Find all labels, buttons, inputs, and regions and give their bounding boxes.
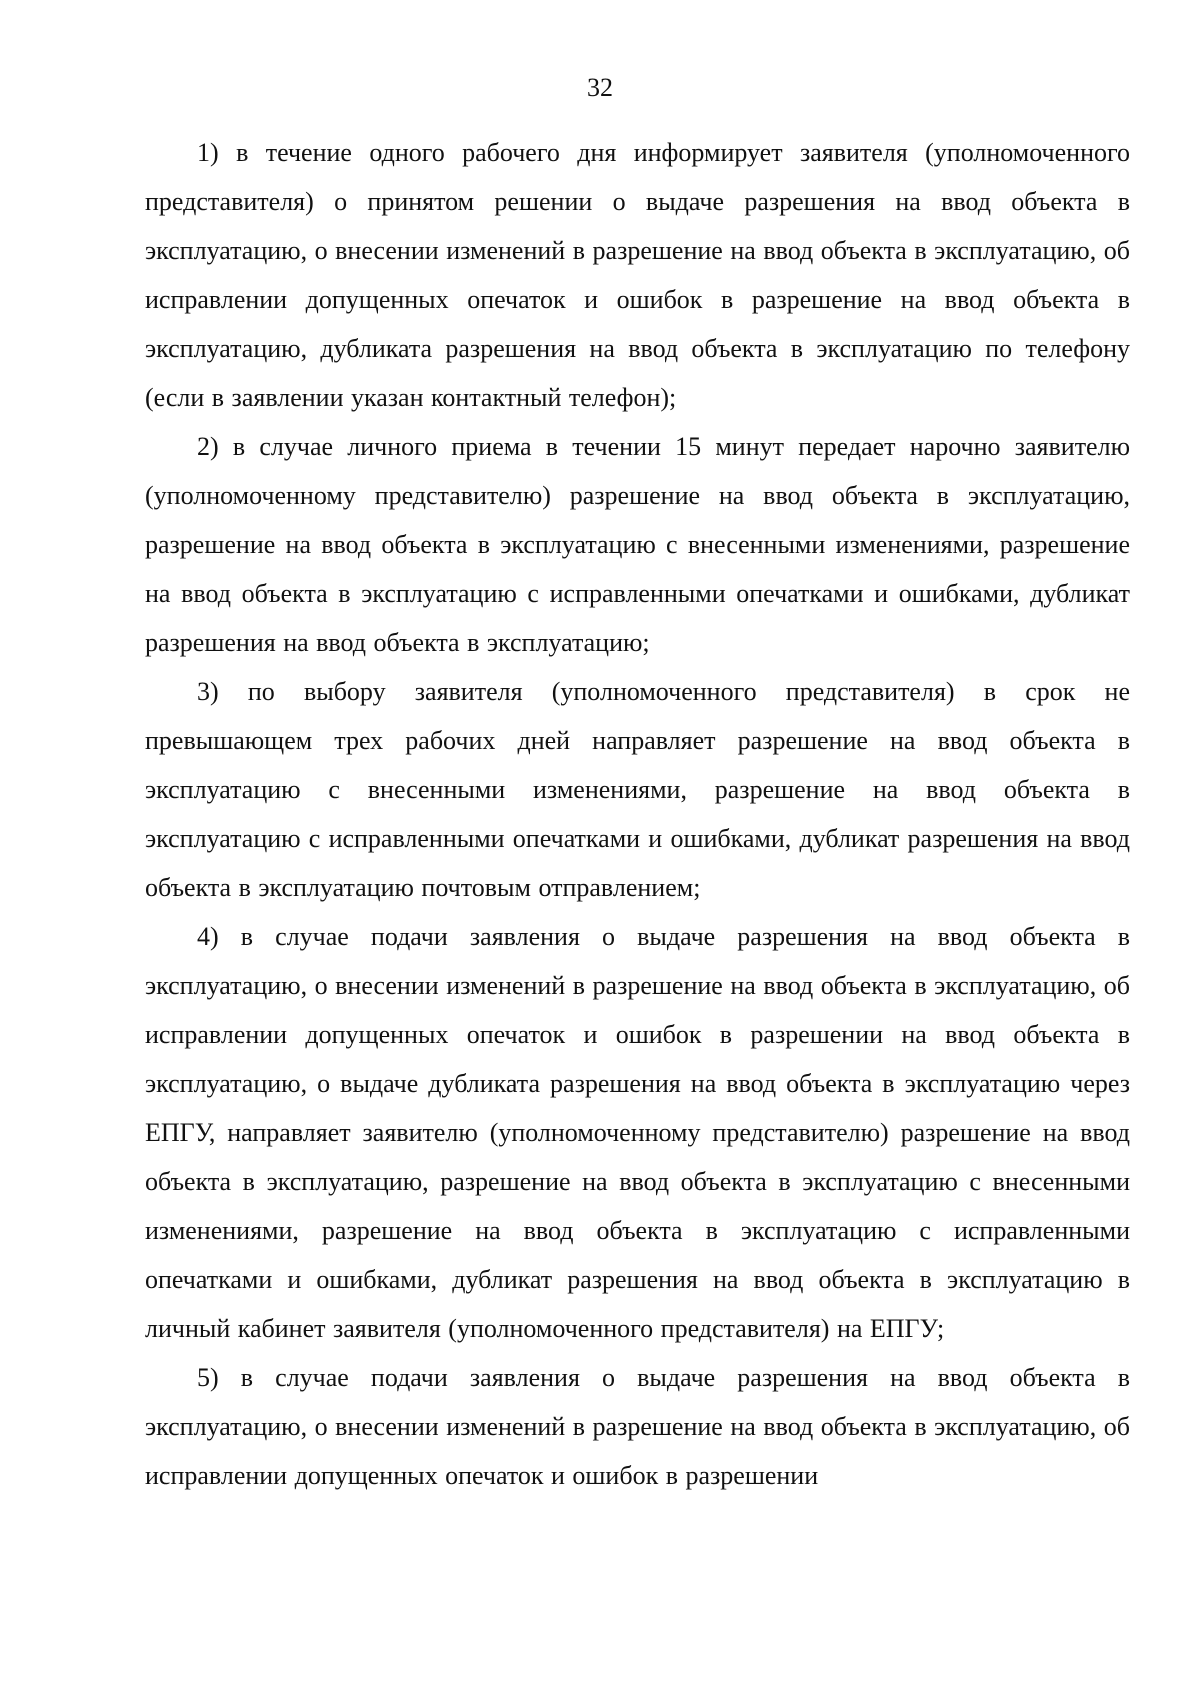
item-text: в течение одного рабочего дня информирует заявителя (уполномоченного представителя) о принятом решении о выдаче разрешения на ввод объекта в эксплуатацию, о внесении изменений в разрешение на ввод объекта в эксплуатацию, об исправлении допущенных опечаток и ошибок в разрешение на ввод объекта в эксплуатацию, дубликата разрешения на ввод объекта в эксплуатацию по телефону (если в заявлении указан контактный телефон); <box>145 138 1131 412</box>
item-text: в случае подачи заявления о выдаче разрешения на ввод объекта в эксплуатацию, о внесении изменений в разрешение на ввод объекта в эксплуатацию, об исправлении допущенных опечаток и ошибок в разрешении на ввод объекта в эксплуатацию, о выдаче дубликата разрешения на ввод объекта в эксплуатацию через ЕПГУ, направляет заявителю (уполномоченному представителю) разрешение на ввод объекта в эксплуатацию, разрешение на ввод объекта в эксплуатацию с внесенными изменениями, разрешение на ввод объекта в эксплуатацию с исправленными опечатками и ошибками, дубликат разрешения на ввод объекта в эксплуатацию в личный кабинет заявителя (уполномоченного представителя) на ЕПГУ; <box>145 922 1131 1343</box>
item-text: в случае личного приема в течении 15 минут передает нарочно заявителю (уполномоченному представителю) разрешение на ввод объекта в эксплуатацию, разрешение на ввод объекта в эксплуатацию с внесенными изменениями, разрешение на ввод объекта в эксплуатацию с исправленными опечатками и ошибками, дубликат разрешения на ввод объекта в эксплуатацию; <box>145 432 1130 657</box>
list-item-1 <box>145 128 1130 422</box>
item-number: 1) <box>197 138 219 167</box>
item-number: 4) <box>197 922 219 951</box>
item-text: по выбору заявителя (уполномоченного представителя) в срок не превышающем трех рабочих дней направляет разрешение на ввод объекта в эксплуатацию с внесенными изменениями, разрешение на ввод объекта в эксплуатацию с исправленными опечатками и ошибками, дубликат разрешения на ввод объекта в эксплуатацию почтовым отправлением; <box>145 677 1130 902</box>
item-number: 5) <box>197 1363 219 1392</box>
list-item-4 <box>145 912 1130 1353</box>
list-item-3 <box>145 667 1130 912</box>
list-item-2 <box>145 422 1130 667</box>
item-number: 2) <box>197 432 219 461</box>
list-item-5 <box>145 1353 1130 1500</box>
item-number: 3) <box>197 677 219 706</box>
page-number: 32 <box>587 73 613 102</box>
item-text: в случае подачи заявления о выдаче разрешения на ввод объекта в эксплуатацию, о внесении изменений в разрешение на ввод объекта в эксплуатацию, об исправлении допущенных опечаток и ошибок в разрешении <box>145 1363 1131 1490</box>
document-body <box>145 128 1130 1500</box>
